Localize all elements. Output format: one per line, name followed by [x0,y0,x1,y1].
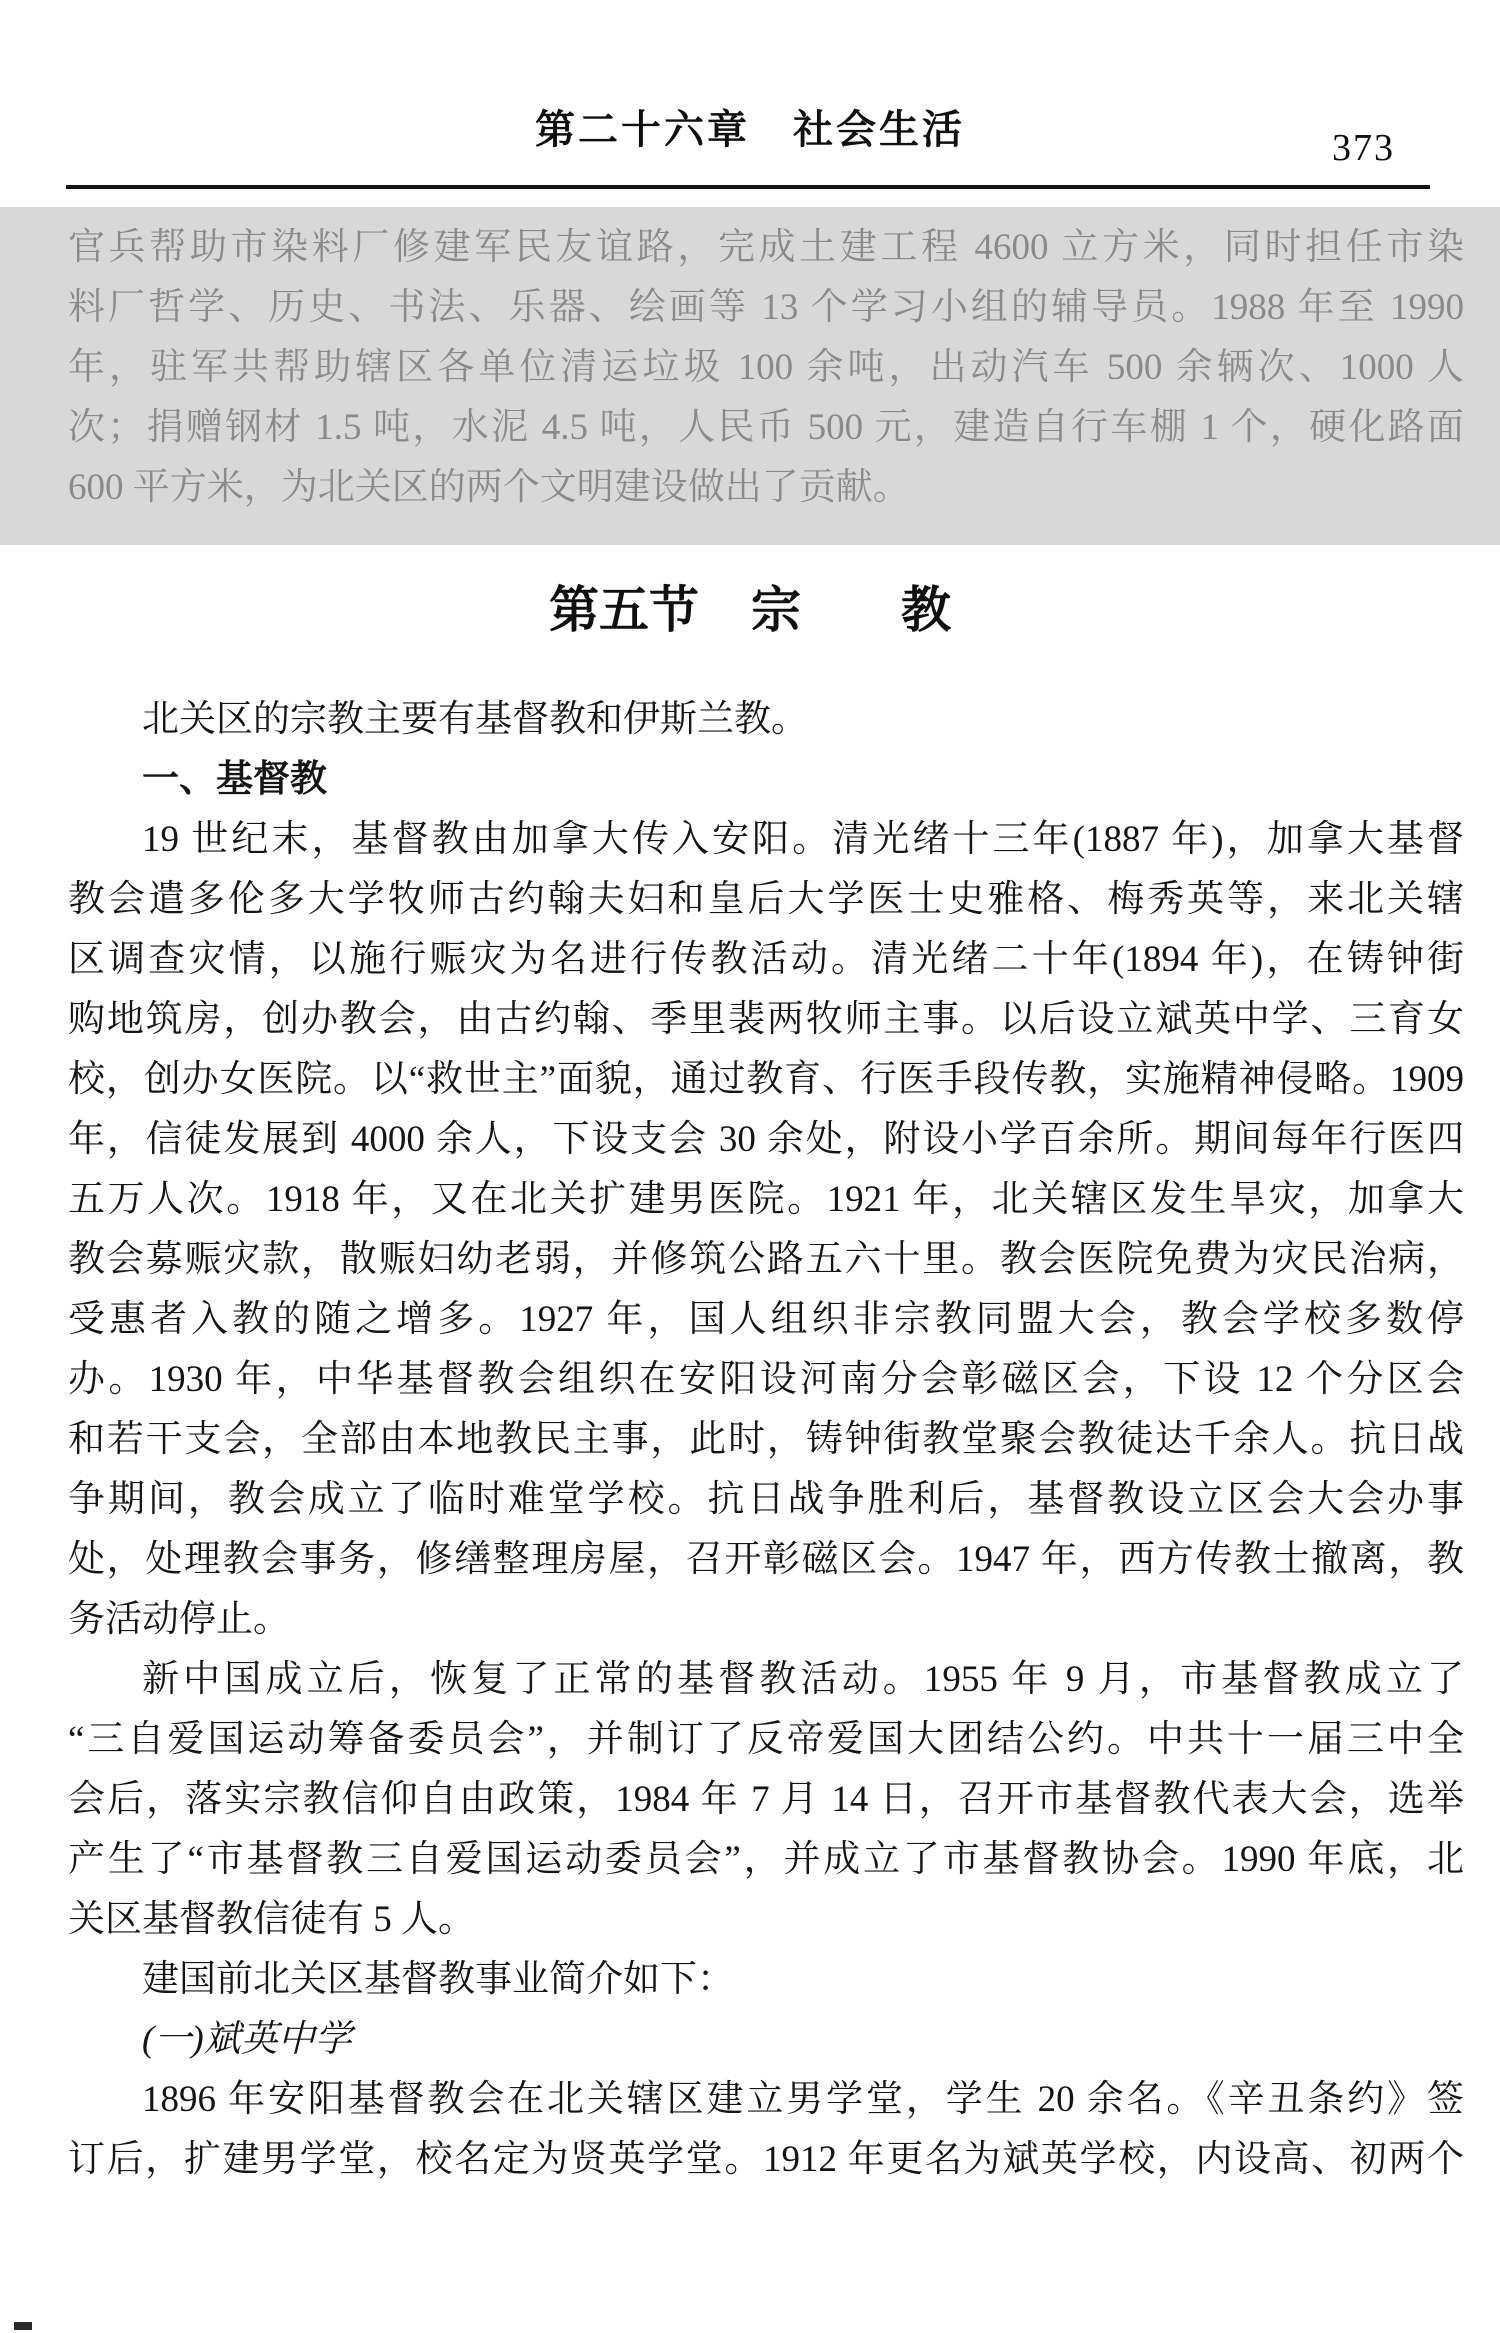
body-text-line: 产生了“市基督教三自爱国运动委员会”，并成立了市基督教协会。1990 年底，北 [68,1839,1464,1880]
body-text-line: (一)斌英中学 [142,2019,352,2060]
carryover-text-line: 官兵帮助市染料厂修建军民友谊路，完成土建工程 4600 立方米，同时担任市染 [68,227,1464,268]
body-text-line: 务活动停止。 [68,1599,290,1640]
page-number: 373 [1332,127,1395,169]
body-text-line: 教会募赈灾款，散赈妇幼老弱，并修筑公路五六十里。教会医院免费为灾民治病， [68,1239,1464,1280]
carryover-text-line: 年，驻军共帮助辖区各单位清运垃圾 100 余吨，出动汽车 500 余辆次、1000 人 [68,347,1464,388]
section-title-word-1: 宗 [751,582,801,638]
body-text-line: 购地筑房，创办教会，由古约翰、季里裴两牧师主事。以后设立斌英中学、三育女 [68,999,1464,1040]
section-title-label: 第五节 [549,582,699,638]
body-text-line: 建国前北关区基督教事业简介如下： [142,1959,734,2000]
body-text-line: 和若干支会，全部由本地教民主事，此时，铸钟街教堂聚会教徒达千余人。抗日战 [68,1419,1464,1460]
body-text-line: “三自爱国运动筹备委员会”，并制订了反帝爱国大团结公约。中共十一届三中全 [68,1719,1464,1760]
body-text-line: 争期间，教会成立了临时难堂学校。抗日战争胜利后，基督教设立区会大会办事 [68,1479,1464,1520]
chapter-header: 第二十六章 社会生活 [535,107,965,152]
body-text-line: 受惠者入教的随之增多。1927 年，国人组织非宗教同盟大会，教会学校多数停 [68,1299,1464,1340]
body-text-line: 会后，落实宗教信仰自由政策，1984 年 7 月 14 日，召开市基督教代表大会，选举 [68,1779,1464,1820]
body-text-line: 处，处理教会事务，修缮整理房屋，召开彰磁区会。1947 年，西方传教士撤离，教 [68,1539,1464,1580]
carryover-text-line: 料厂哲学、历史、书法、乐器、绘画等 13 个学习小组的辅导员。1988 年至 1990 [68,287,1464,328]
section-title [0,570,1500,642]
body-text-line: 订后，扩建男学堂，校名定为贤英学堂。1912 年更名为斌英学校，内设高、初两个 [68,2139,1464,2180]
body-text-line: 1896 年安阳基督教会在北关辖区建立男学堂，学生 20 余名。《辛丑条约》签 [142,2079,1464,2120]
body-text-line: 区调查灾情，以施行赈灾为名进行传教活动。清光绪二十年(1894 年)，在铸钟街 [68,939,1464,980]
carryover-text-line: 次；捐赠钢材 1.5 吨，水泥 4.5 吨，人民币 500 元，建造自行车棚 1 个，硬化路面 [68,407,1464,448]
header-rule [66,185,1430,189]
body-text [68,690,1464,2190]
body-text-line: 五万人次。1918 年，又在北关扩建男医院。1921 年，北关辖区发生旱灾，加拿大 [68,1179,1464,1220]
body-text-line: 19 世纪末，基督教由加拿大传入安阳。清光绪十三年(1887 年)，加拿大基督 [142,819,1464,860]
carryover-highlight-block [0,207,1500,545]
carryover-paragraph [68,218,1464,518]
body-text-line: 关区基督教信徒有 5 人。 [68,1899,475,1940]
scan-artifact [14,2322,32,2330]
section-title-word-2: 教 [901,582,951,638]
body-text-line: 年，信徒发展到 4000 余人，下设支会 30 余处，附设小学百余所。期间每年行医四 [68,1119,1464,1160]
body-text-line: 一、基督教 [142,759,327,800]
body-text-line: 办。1930 年，中华基督教会组织在安阳设河南分会彰磁区会，下设 12 个分区会 [68,1359,1464,1400]
body-text-line: 北关区的宗教主要有基督教和伊斯兰教。 [142,699,808,740]
body-text-line: 新中国成立后，恢复了正常的基督教活动。1955 年 9 月，市基督教成立了 [142,1659,1464,1700]
body-text-line: 教会遣多伦多大学牧师古约翰夫妇和皇后大学医士史雅格、梅秀英等，来北关辖 [68,879,1464,920]
carryover-text-line: 600 平方米，为北关区的两个文明建设做出了贡献。 [68,467,910,508]
body-text-line: 校，创办女医院。以“救世主”面貌，通过教育、行医手段传教，实施精神侵略。1909 [68,1059,1464,1100]
